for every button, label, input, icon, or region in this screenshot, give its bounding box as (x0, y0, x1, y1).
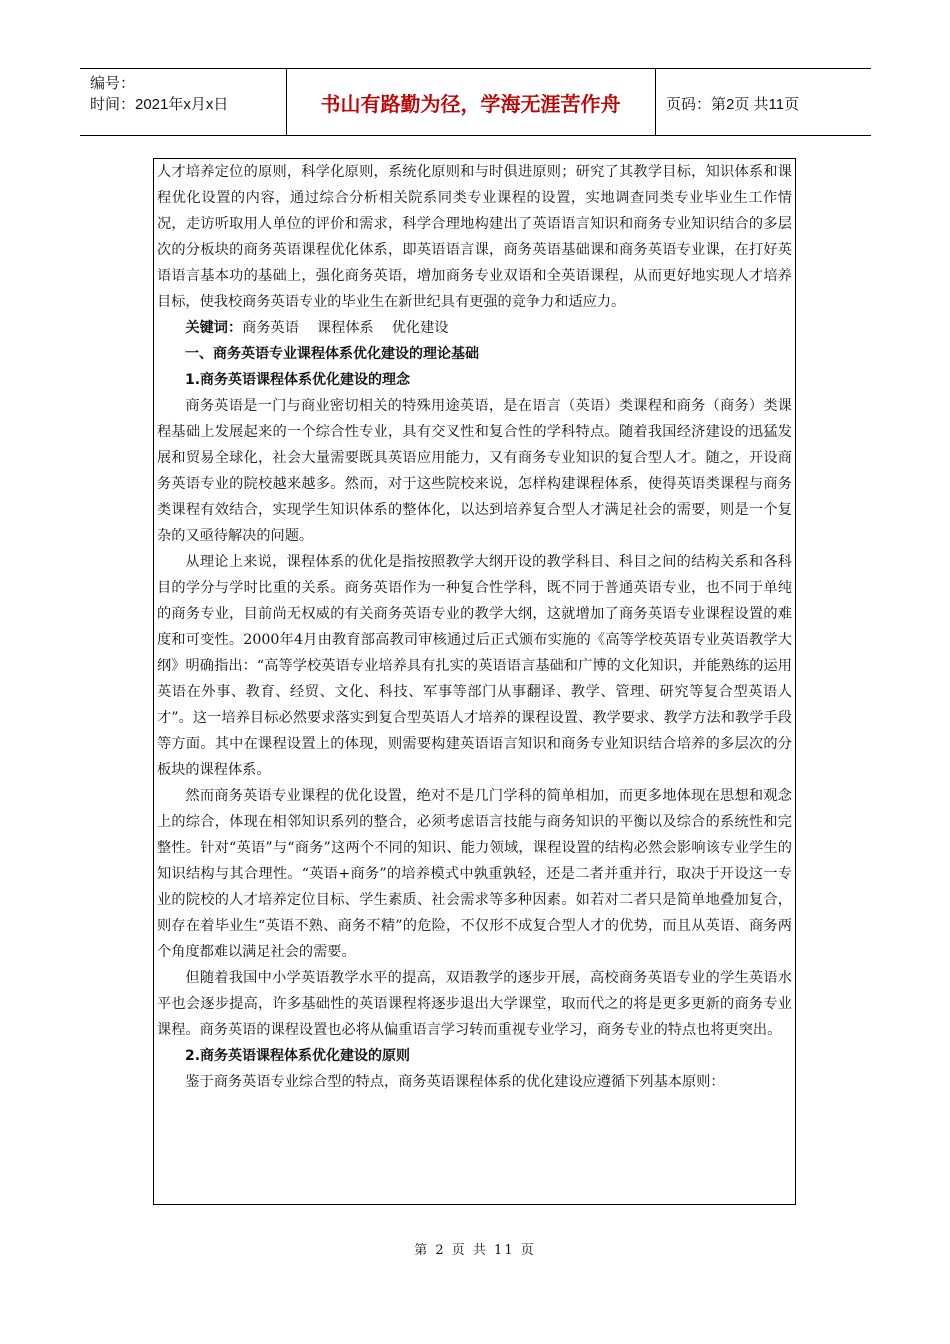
body-paragraph: 从理论上来说，课程体系的优化是指按照教学大纲开设的教学科目、科目之间的结构关系和各科目的学分与学时比重的关系。商务英语作为一种复合性学科，既不同于普通英语专业，也不同于单纯的商务专业，目前尚无权威的有关商务英语专业的教学大纲，这就增加了商务英语专业课程设置的难度和可变性。2000年4月由教育部高教司审核通过后正式颁布实施的《高等学校英语专业英语教学大纲》明确指出：“高等学校英语专业培养具有扎实的英语语言基础和广博的文化知识，并能熟练的运用英语在外事、教育、经贸、文化、科技、军事等部门从事翻译、教学、管理、研究等复合型英语人才”。这一培养目标必然要求落实到复合型英语人才培养的课程设置、教学要求、教学方法和教学手段等方面。其中在课程设置上的体现，则需要构建英语语言知识和商务专业知识结合培养的多层次的分板块的课程体系。 (157, 554, 792, 778)
header-page-label: 页码：第2页 共11页 (666, 96, 800, 113)
doc-date-label: 时间：2021年x月x日 (90, 96, 229, 113)
page-footer: 第 2 页 共 11 页 (414, 1243, 536, 1258)
body-paragraph: 商务英语是一门与商业密切相关的特殊用途英语，是在语言（英语）类课程和商务（商务）类课程基础上发展起来的一个综合性专业，具有交叉性和复合性的学科特点。随着我国经济建设的迅猛发展和贸易全球化，社会大量需要既具英语应用能力，又有商务专业知识的复合型人才。随之，开设商务英语专业的院校越来越多。然而，对于这些院校来说，怎样构建课程体系，使得英语类课程与商务类课程有效结合，实现学生知识体系的整体化，以达到培养复合型人才满足社会的需要，则是一个复杂的又亟待解决的问题。 (157, 398, 792, 544)
body-paragraph: 鉴于商务英语专业综合型的特点，商务英语课程体系的优化建设应遵循下列基本原则： (185, 1074, 725, 1090)
section-heading: 一、商务英语专业课程体系优化建设的理论基础 (185, 346, 479, 362)
content-body (154, 159, 795, 1095)
page-header (80, 68, 871, 136)
header-divider (655, 69, 656, 135)
keywords-label: 关键词： (185, 320, 243, 336)
keywords-text: 商务英语 课程体系 优化建设 (242, 320, 449, 336)
body-paragraph: 但随着我国中小学英语教学水平的提高，双语教学的逐步开展，高校商务英语专业的学生英语水平也会逐步提高，许多基础性的英语课程将逐步退出大学课堂，取而代之的将是更多更新的商务专业课程。商务英语的课程设置也必将从偏重语言学习转而重视专业学习，商务专业的特点也将更突出。 (157, 970, 792, 1038)
header-meta (90, 73, 228, 115)
abstract-paragraph: 人才培养定位的原则，科学化原则，系统化原则和与时俱进原则；研究了其教学目标，知识体系和课程优化设置的内容，通过综合分析相关院系同类专业课程的设置，实地调查同类专业毕业生工作情况，走访听取用人单位的评价和需求，科学合理地构建出了英语语言知识和商务专业知识结合的多层次的分板块的商务英语课程优化体系，即英语语言课，商务英语基础课和商务英语专业课，在打好英语语言基本功的基础上，强化商务英语，增加商务专业双语和全英语课程，从而更好地实现人才培养目标，使我校商务英语专业的毕业生在新世纪具有更强的竞争力和适应力。 (157, 164, 792, 310)
subsection-heading: 2.商务英语课程体系优化建设的原则 (185, 1048, 411, 1064)
header-motto: 书山有路勤为径，学海无涯苦作舟 (320, 91, 621, 116)
body-paragraph: 然而商务英语专业课程的优化设置，绝对不是几门学科的简单相加，而更多地体现在思想和观念上的综合，体现在相邻知识系列的整合，必须考虑语言技能与商务知识的平衡以及综合的系统性和完整性。针对“英语”与“商务”这两个不同的知识、能力领域，课程设置的结构必然会影响该专业学生的知识结构与其合理性。“英语+商务”的培养模式中孰重孰轻，还是二者并重并行，取决于开设这一专业的院校的人才培养定位目标、学生素质、社会需求等多种因素。如若对二者只是简单地叠加复合，则存在着毕业生“英语不熟、商务不精”的危险，不仅形不成复合型人才的优势，而且从英语、商务两个角度都难以满足社会的需要。 (157, 788, 792, 960)
keywords-line (157, 315, 792, 341)
doc-number-label: 编号： (90, 75, 136, 92)
subsection-heading: 1.商务英语课程体系优化建设的理念 (185, 372, 411, 388)
content-frame (153, 158, 796, 1205)
